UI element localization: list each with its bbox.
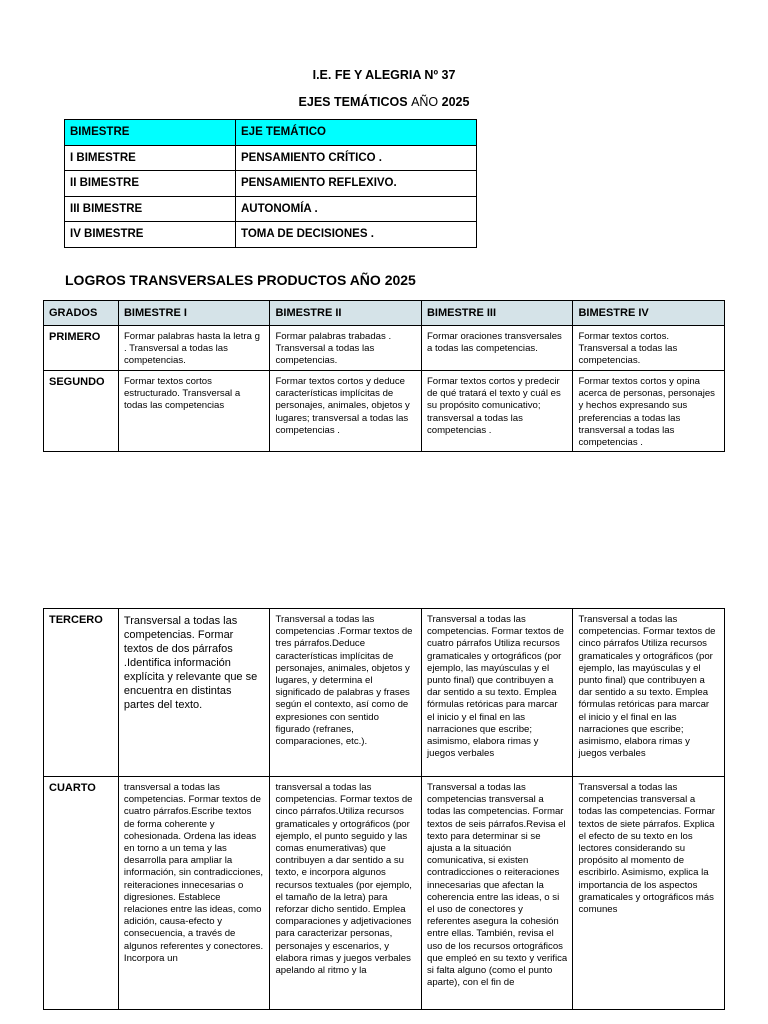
table-row <box>65 196 477 222</box>
logro-text: transversal a todas las competencias. Formar textos de cinco párrafos.Utiliza recursos gramaticales y ortográficos (por ejemplo, el punto seguido y las comas enumerativas) que contribuyen a dar sentido a su texto, e incorpora algunos recursos textuales (por ejemplo, el tamaño de la letra) para reforzar dicho sentido. Emplea comparaciones y adjetivaciones para caracterizar personas, personajes y escenarios, y elabora rimas y juegos verbales apelando al ritmo y la <box>275 782 413 977</box>
logro-cell <box>118 777 270 1010</box>
logro-cell: Transversal a todas las competencias. Formar textos de dos párrafos .Identifica información explícita y relevante que se encuentra en distintas partes del texto. <box>118 609 270 777</box>
bimestre-cell: I BIMESTRE <box>65 145 236 171</box>
grade-label: TERCERO <box>44 609 119 777</box>
logro-cell: Transversal a todas las competencias .Formar textos de tres párrafos.Deduce características implícitas de personajes, animales, objetos y lugares, y determina el significado de palabras y frases según el contexto, así como de expresiones con sentido figurado (refranes, comparaciones, etc.). <box>270 609 422 777</box>
table-row-primero <box>44 326 725 371</box>
header-bimestre-1: BIMESTRE I <box>118 301 270 326</box>
school-name: I.E. FE Y ALEGRIA Nº 37 <box>312 68 456 82</box>
logro-cell <box>573 777 725 1010</box>
table-header-row <box>44 301 725 326</box>
logros-title: LOGROS TRANSVERSALES PRODUCTOS AÑO 2025 <box>65 272 416 288</box>
logro-text: Transversal a todas las competencias transversal a todas las competencias. Formar textos de siete párrafos. Explica el efecto de su texto en los lectores considerando su propósito al momento de escribirlo. Asimismo, explica la importancia de los aspectos gramaticales y ortográficos más comunes <box>578 782 715 916</box>
header-grados: GRADOS <box>44 301 119 326</box>
subtitle-year: 2025 <box>441 95 470 109</box>
logro-cell: Formar oraciones transversales a todas las competencias. <box>421 326 573 371</box>
table-row <box>65 222 477 248</box>
table-row <box>65 171 477 197</box>
header-bimestre-3: BIMESTRE III <box>421 301 573 326</box>
logro-cell: Formar textos cortos y predecir de qué tratará el texto y cuál es su propósito comunicativo; transversal a todas las competencias . <box>421 371 573 452</box>
table-row <box>65 145 477 171</box>
logro-cell: Transversal a todas las competencias. Formar textos de cuatro párrafos Utiliza recursos gramaticales y ortográficos (por ejemplo, las mayúsculas y el punto final) que contribuyen a dar sentido a su texto. Emplea fórmulas retóricas para marcar el inicio y el final en las narraciones que escribe; asimismo, elabora rimas y juegos verbales <box>421 609 573 777</box>
grade-label: PRIMERO <box>44 326 119 371</box>
logros-table-part-2 <box>43 608 725 1010</box>
bimestre-cell: III BIMESTRE <box>65 196 236 222</box>
logro-cell: Formar textos cortos y opina acerca de personas, personajes y hechos expresando sus preferencias a todas las transversal a todas las competencias . <box>573 371 725 452</box>
logro-text: Transversal a todas las competencias transversal a todas las competencias. Formar textos de seis párrafos.Revisa el texto para determinar si se ajusta a la situación comunicativa, si existen contradicciones o reiteraciones innecesarias que afectan la coherencia entre las ideas, o si el uso de conectores y referentes asegura la cohesión entre ellas. También, revisa el uso de los recursos ortográficos que empleó en su texto y verifica si falta alguno (como el punto aparte), con el fin de <box>426 782 568 989</box>
grade-label <box>44 777 119 1010</box>
logro-cell: Formar palabras trabadas . Transversal a todas las competencias. <box>270 326 422 371</box>
header-bimestre: BIMESTRE <box>65 120 236 146</box>
grade-label-text: CUARTO <box>49 782 96 794</box>
eje-cell: TOMA DE DECISIONES . <box>236 222 477 248</box>
bimestre-cell: II BIMESTRE <box>65 171 236 197</box>
logro-cell: Formar textos cortos y deduce características implícitas de personajes, animales, objetos y lugares; transversal a todas las competencias . <box>270 371 422 452</box>
header-eje: EJE TEMÁTICO <box>236 120 477 146</box>
table-row-segundo <box>44 371 725 452</box>
subtitle-ano: AÑO <box>411 95 439 109</box>
logro-cell <box>270 777 422 1010</box>
ejes-tematicos-table <box>64 119 477 248</box>
table-row-tercero <box>44 609 725 777</box>
eje-cell: PENSAMIENTO REFLEXIVO. <box>236 171 477 197</box>
header-bimestre-2: BIMESTRE II <box>270 301 422 326</box>
eje-cell: PENSAMIENTO CRÍTICO . <box>236 145 477 171</box>
logros-table-part-1 <box>43 300 725 452</box>
document-subtitle <box>0 95 768 109</box>
logro-cell: Formar textos cortos estructurado. Transversal a todas las competencias <box>118 371 270 452</box>
logro-text: transversal a todas las competencias. Formar textos de cuatro párrafos.Escribe textos de forma coherente y cohesionada. Ordena las ideas en torno a un tema y las desarrolla para ampliar la información, sin contradicciones, reiteraciones innecesarias o digresiones. Establece relaciones entre las ideas, como adición, causa-efecto y consecuencia, a través de algunos referentes y conectores. Incorpora un <box>123 782 264 964</box>
grade-label: SEGUNDO <box>44 371 119 452</box>
logro-cell: Formar palabras hasta la letra g . Transversal a todas las competencias. <box>118 326 270 371</box>
logro-cell <box>421 777 573 1010</box>
header-bimestre-4: BIMESTRE IV <box>573 301 725 326</box>
logro-cell: Transversal a todas las competencias. Formar textos de cinco párrafos Utiliza recursos gramaticales y ortográficos (por ejemplo, las mayúsculas y el punto final) que contribuyen a dar sentido a su texto. Emplea fórmulas retóricas para marcar el inicio y el final en las narraciones que escribe; asimismo, elabora rimas y juegos verbales <box>573 609 725 777</box>
table-row-cuarto <box>44 777 725 1010</box>
subtitle-ejes: EJES TEMÁTICOS <box>298 95 408 109</box>
eje-cell: AUTONOMÍA . <box>236 196 477 222</box>
logro-cell: Formar textos cortos. Transversal a todas las competencias. <box>573 326 725 371</box>
bimestre-cell: IV BIMESTRE <box>65 222 236 248</box>
table-header-row <box>65 120 477 146</box>
